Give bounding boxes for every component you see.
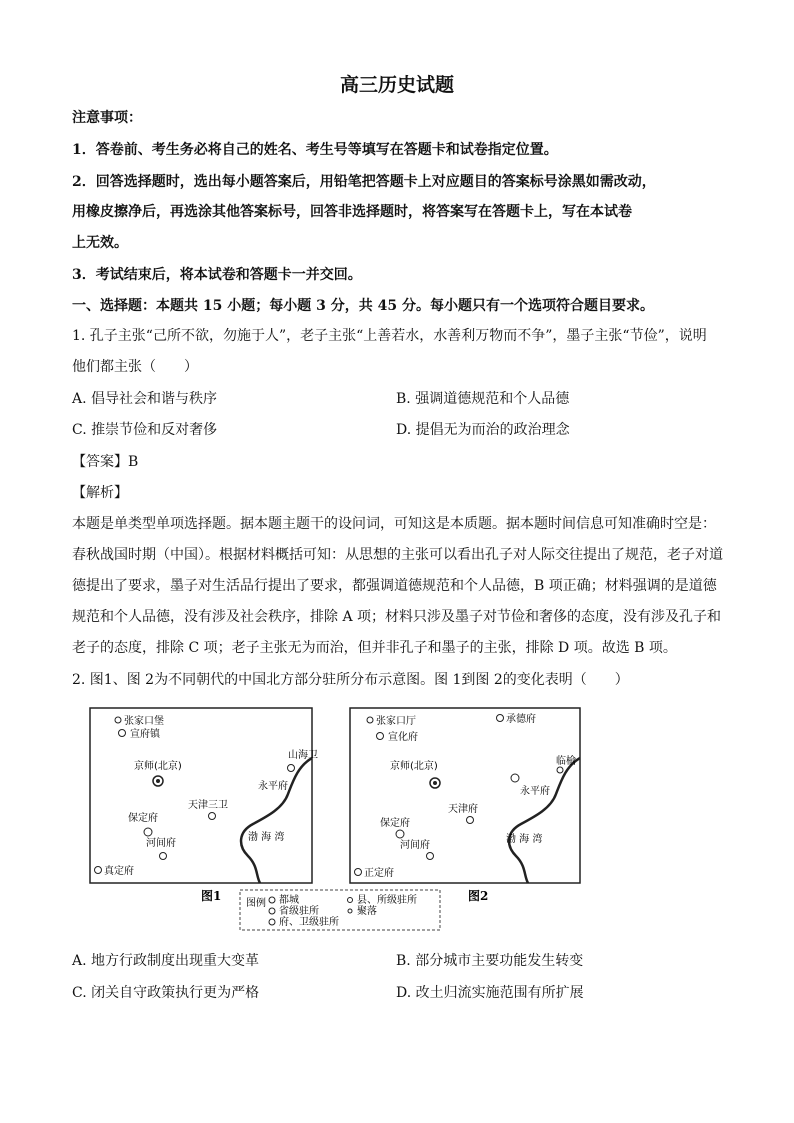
q2-option-d: D. 改土归流实施范围有所扩展 (396, 985, 584, 1001)
map1-label: 京师(北京) (134, 761, 182, 772)
map1-label: 山海卫 (288, 750, 318, 761)
legend-item: 府、卫级驻所 (279, 917, 339, 928)
map1-label: 宣府镇 (130, 729, 160, 740)
map2-label: 正定府 (364, 868, 394, 879)
notice-item: 1．答卷前、考生务必将自己的姓名、考生号等填写在答题卡和试卷指定位置。 (72, 142, 558, 158)
prefecture-marker (467, 817, 474, 824)
province-marker (144, 828, 152, 836)
settlement-marker (115, 717, 121, 723)
map2-label: 京师(北京) (390, 761, 438, 772)
question-2-stem: 2. 图1、图 2为不同朝代的中国北方部分驻所分布示意图。图 1到图 2的变化表明（ ） (72, 672, 629, 688)
settlement-marker (367, 717, 373, 723)
legend-item: 都城 (279, 895, 299, 906)
province-marker (396, 830, 404, 838)
section-heading: 一、选择题：本题共 15 小题；每小题 3 分，共 45 分。每小题只有一个选项符合题目要求。 (72, 298, 654, 314)
notice-item: 2．回答选择题时，选出每小题答案后，用铅笔把答题卡上对应题目的答案标号涂黑如需改动， (72, 174, 656, 190)
q2-option-a: A. 地方行政制度出现重大变革 (72, 953, 260, 969)
map2-label: 保定府 (380, 818, 410, 829)
legend-item: 聚落 (357, 906, 377, 917)
map1-label: 永平府 (258, 781, 288, 792)
prefecture-marker (119, 730, 126, 737)
q2-maps-svg (88, 706, 608, 934)
map2-caption: 图2 (468, 889, 489, 903)
map1-label: 张家口堡 (124, 716, 164, 727)
q1-option-a: A. 倡导社会和谐与秩序 (72, 391, 218, 407)
prefecture-marker (95, 867, 102, 874)
prefecture-marker (377, 733, 384, 740)
prefecture-marker (355, 869, 362, 876)
page-title: 高三历史试题 (339, 74, 454, 96)
map2-label: 宣化府 (388, 732, 418, 743)
notice-item: 上无效。 (72, 235, 128, 251)
map1-caption: 图1 (201, 889, 222, 903)
q1-analysis-label: 【解析】 (72, 485, 128, 501)
question-1-stem: 1. 孔子主张“己所不欲，勿施于人”，老子主张“上善若水，水善利万物而不争”，墨子主张“节俭”，说明 (72, 328, 707, 344)
map1-label: 渤 海 湾 (248, 832, 285, 843)
map1-label: 河间府 (146, 838, 176, 849)
q1-analysis-line: 德提出了要求，墨子对生活品行提出了要求，都强调道德规范和个人品德，B 项正确；材料强调的是道德 (72, 578, 717, 594)
map1-label: 保定府 (128, 813, 158, 824)
map2-label: 承德府 (506, 714, 536, 725)
map2-label: 渤 海 湾 (506, 834, 543, 845)
q1-option-d: D. 提倡无为而治的政治理念 (396, 422, 570, 438)
prefecture-marker (511, 774, 519, 782)
q2-maps-figure (88, 706, 608, 934)
q1-analysis-line: 规范和个人品德，没有涉及社会秩序，排除 A 项；材料只涉及墨子对节俭和奢侈的态度，没有涉及孔子和 (72, 609, 722, 625)
legend-item: 省级驻所 (279, 906, 319, 917)
county-marker (557, 767, 563, 773)
q1-option-c: C. 推崇节俭和反对奢侈 (72, 422, 218, 438)
prefecture-marker (209, 813, 216, 820)
q1-analysis-line: 老子的态度，排除 C 项；老子主张无为而治，但并非孔子和墨子的主张，排除 D 项。故选 B 项。 (72, 640, 677, 656)
q1-answer: 【答案】B (72, 454, 139, 470)
map-legend (240, 890, 440, 930)
legend-item: 县、所级驻所 (357, 895, 417, 906)
notice-item: 3．考试结束后，将本试卷和答题卡一并交回。 (72, 267, 362, 283)
notice-heading: 注意事项： (72, 110, 142, 126)
map1-label: 真定府 (104, 866, 134, 877)
map2-label: 永平府 (520, 786, 550, 797)
question-1-stem: 他们都主张（ ） (72, 359, 198, 375)
map2-label: 河间府 (400, 840, 430, 851)
prefecture-marker (497, 715, 504, 722)
q1-analysis-line: 春秋战国时期（中国）。根据材料概括可知：从思想的主张可以看出孔子对人际交往提出了规范，老子对道 (72, 547, 723, 563)
map1-label: 天津三卫 (188, 800, 228, 811)
map2-label: 天津府 (448, 804, 478, 815)
q2-option-c: C. 闭关自守政策执行更为严格 (72, 985, 260, 1001)
map-2 (350, 708, 580, 903)
q2-option-b: B. 部分城市主要功能发生转变 (396, 953, 584, 969)
q1-analysis-line: 本题是单类型单项选择题。据本题主题干的设问词，可知这是本质题。据本题时间信息可知准确时空是： (72, 516, 716, 532)
legend-title: 图例 (246, 898, 266, 909)
prefecture-marker (160, 853, 167, 860)
prefecture-marker (427, 853, 434, 860)
q1-option-b: B. 强调道德规范和个人品德 (396, 391, 570, 407)
prefecture-marker (288, 765, 295, 772)
map2-label: 临榆 (556, 756, 576, 767)
map2-label: 张家口厅 (376, 716, 416, 727)
map-1 (90, 708, 318, 903)
notice-item: 用橡皮擦净后，再选涂其他答案标号，回答非选择题时，将答案写在答题卡上，写在本试卷 (72, 204, 632, 220)
